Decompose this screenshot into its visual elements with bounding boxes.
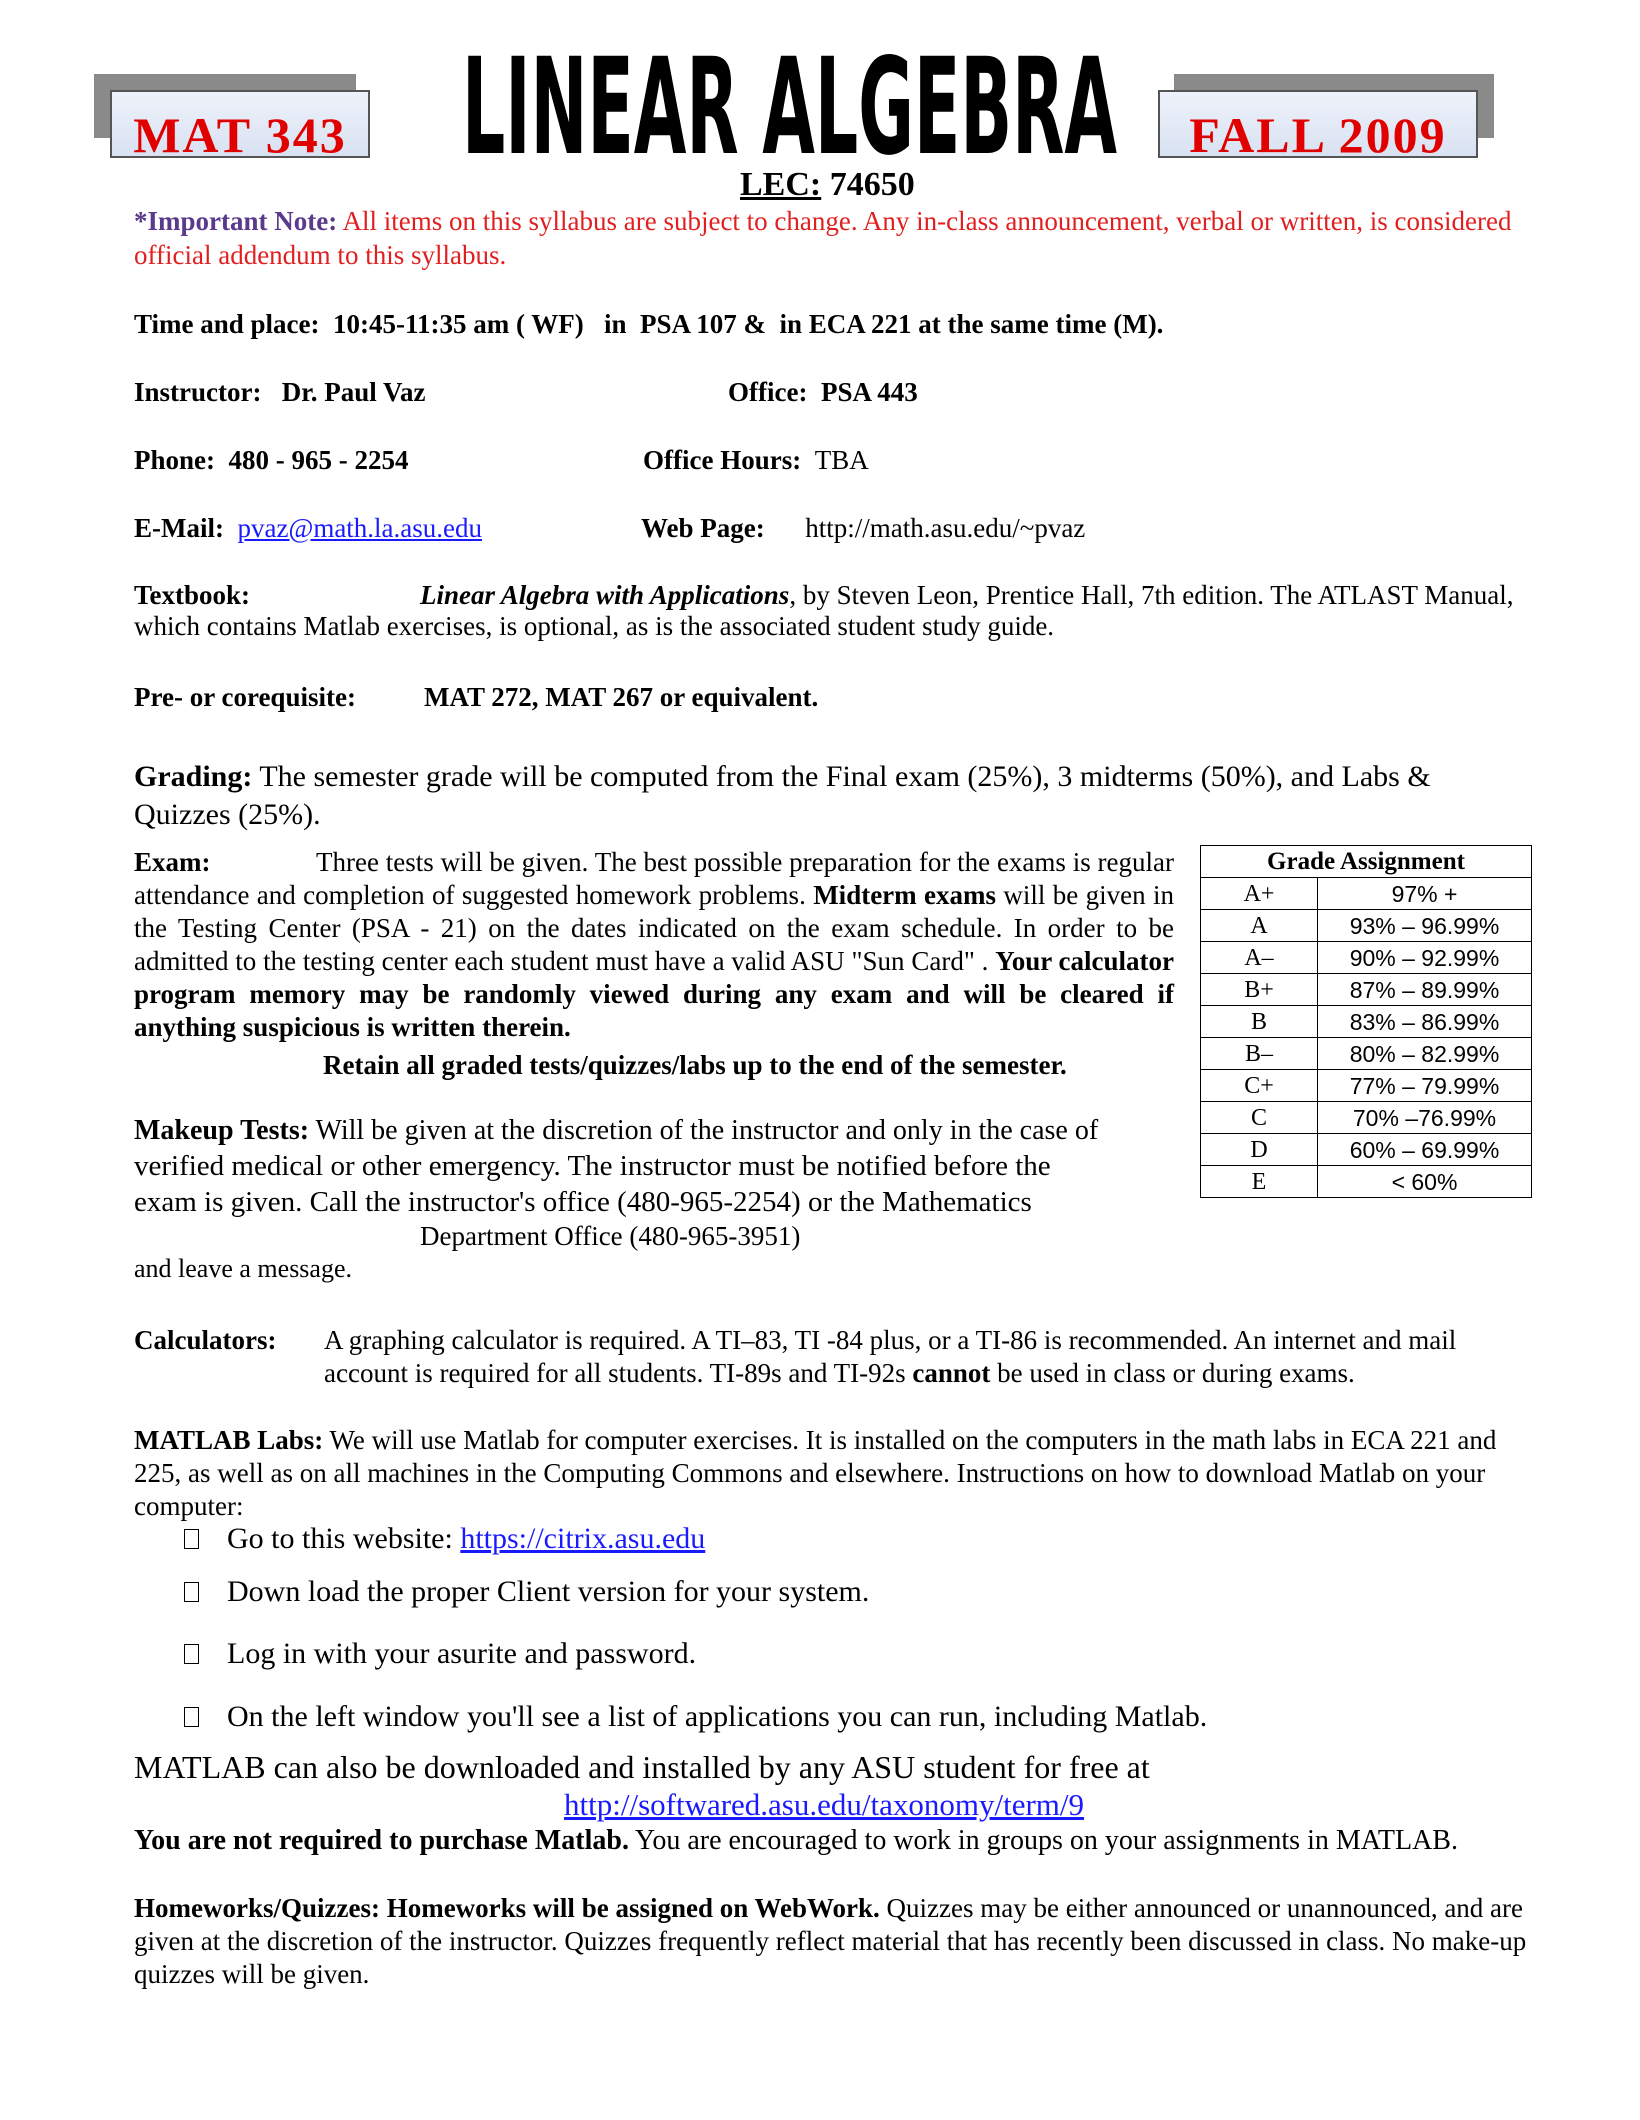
time-place-value: 10:45-11:35 am ( WF) in PSA 107 & in ECA 221 at the same time (M). [319,309,1164,339]
grading [134,758,1534,834]
note-label: *Important Note: [134,206,338,236]
calculators-text-2: be used in class or during exams. [990,1358,1355,1388]
table-row [1201,1006,1532,1038]
matlab-not-required [134,1824,1554,1858]
time-place-label: Time and place: [134,309,320,339]
grade-range: 97% + [1318,878,1532,910]
table-row [1201,1134,1532,1166]
homework-text: Quizzes may be either announced or unannounced, and are given at the discretion of the instructor. Quizzes frequently reflect material that has recently been discussed in class. No make-up quizzes will be given. [134,1893,1527,1989]
grade-letter: B– [1201,1038,1318,1070]
grade-range: 77% – 79.99% [1318,1070,1532,1102]
not-required-bold: You are not required to purchase Matlab. [134,1825,629,1856]
calculators-body [324,1324,1534,1390]
matlab-step-2 [184,1574,869,1610]
exam-text-1: Three tests will be given. The best possible preparation for the exams is regular attendance and completion of suggested homework problems. [134,847,1174,910]
grade-range: < 60% [1318,1166,1532,1198]
grade-table-header: Grade Assignment [1201,846,1532,878]
email [134,511,634,545]
lec-value: 74650 [829,166,915,203]
makeup-line-4: Department Office (480-965-3951) [420,1221,801,1251]
calculators-label: Calculators: [134,1325,277,1355]
web-page [641,511,1085,545]
exam-section [134,846,1174,1044]
phone-label: Phone: [134,445,215,475]
textbook-title: Linear Algebra with Applications [420,580,790,610]
makeup-text-1: Will be given at the discretion of the instructor and only in the case of [309,1115,1099,1146]
important-note [134,204,1514,272]
calculators-section [134,1324,1534,1390]
not-required-text: You are encouraged to work in groups on your assignments in MATLAB. [628,1825,1458,1856]
matlab-step-3-text: Log in with your asurite and password. [227,1637,697,1670]
table-row [1201,1038,1532,1070]
right-badge [1158,90,1478,158]
instructor [134,375,734,409]
prereq-value: MAT 272, MAT 267 or equivalent. [424,682,819,712]
phone-value: 480 - 965 - 2254 [228,445,409,475]
calculators-bold: cannot [912,1358,991,1388]
email-link[interactable]: pvaz@math.la.asu.edu [237,513,483,543]
makeup-line-2: verified medical or other emergency. The instructor must be notified before the [134,1150,1051,1182]
office-hours [643,443,869,477]
table-row [1201,974,1532,1006]
matlab-step-1-text: Go to this website: [227,1522,461,1555]
instructor-label: Instructor: [134,377,262,407]
textbook-label: Textbook: [134,580,251,610]
matlab-download-link[interactable]: http://softwared.asu.edu/taxonomy/term/9 [564,1787,1085,1822]
page-title-text: LINEAR ALGEBRA [462,30,1118,186]
matlab-label: MATLAB Labs: [134,1425,324,1455]
table-row [1201,878,1532,910]
web-label: Web Page: [641,513,765,543]
page-title [462,8,1122,188]
matlab-step-1 [184,1521,705,1557]
instructor-value: Dr. Paul Vaz [281,377,426,407]
grade-range: 87% – 89.99% [1318,974,1532,1006]
checkbox-bullet-icon [184,1582,199,1602]
office-hours-value: TBA [814,445,869,475]
table-row [1201,1070,1532,1102]
grading-label: Grading: [134,760,253,793]
matlab-step-2-text: Down load the proper Client version for your system. [227,1575,870,1608]
grade-range: 83% – 86.99% [1318,1006,1532,1038]
exam-label: Exam: [134,847,211,877]
grade-range: 93% – 96.99% [1318,910,1532,942]
makeup-line-1 [134,1114,1194,1148]
grade-letter: A [1201,910,1318,942]
lecture-number [740,166,915,204]
matlab-download-link-wrap [564,1786,1084,1824]
grade-letter: B [1201,1006,1318,1038]
textbook [134,580,1529,642]
matlab-download-text: MATLAB can also be downloaded and installed by any ASU student for free at [134,1749,1150,1785]
grade-letter: A+ [1201,878,1318,910]
checkbox-bullet-icon [184,1707,199,1727]
office-hours-label: Office Hours: [643,445,802,475]
textbook-rest: , by Steven Leon, Prentice Hall, 7th edition. The ATLAST Manual, which contains Matlab exercises, is optional, as is the associated student study guide. [134,580,1514,641]
grade-letter: A– [1201,942,1318,974]
grade-range: 70% –76.99% [1318,1102,1532,1134]
exam-retain-note: Retain all graded tests/quizzes/labs up to the end of the semester. [323,1050,1067,1080]
grade-range: 90% – 92.99% [1318,942,1532,974]
grade-table-header-row [1201,846,1532,878]
grade-range: 60% – 69.99% [1318,1134,1532,1166]
office-value: PSA 443 [820,377,918,407]
grade-letter: C+ [1201,1070,1318,1102]
office-label: Office: [728,377,808,407]
grade-table [1200,845,1532,1198]
grade-letter: D [1201,1134,1318,1166]
table-row [1201,1102,1532,1134]
time-place [134,307,1534,341]
citrix-link[interactable]: https://citrix.asu.edu [460,1522,706,1555]
email-label: E-Mail: [134,513,224,543]
lec-label: LEC: [740,166,822,203]
matlab-section [134,1424,1534,1523]
grade-letter: B+ [1201,974,1318,1006]
grade-letter: E [1201,1166,1318,1198]
left-badge-text: MAT 343 [133,107,347,158]
prereq-label: Pre- or corequisite: [134,682,356,712]
makeup-section [134,1114,1194,1286]
grade-letter: C [1201,1102,1318,1134]
makeup-line-5: and leave a message. [134,1254,353,1283]
checkbox-bullet-icon [184,1644,199,1664]
exam-text-2: will be given in the Testing Center (PSA - 21) on the dates indicated on the exam schedule. In order to be admitted to the testing center each student must have a valid ASU "Sun Card" . [134,880,1174,976]
checkbox-bullet-icon [184,1529,199,1549]
prerequisite [134,680,1534,714]
note-text: All items on this syllabus are subject to change. Any in-class announcement, verbal or written, is considered official addendum to this syllabus. [134,206,1512,270]
homework-section [134,1892,1534,1991]
table-row [1201,942,1532,974]
office [728,375,918,409]
exam-bold-2: Your calculator program memory may be randomly viewed during any exam and will be cleared if anything suspicious is written therein. [134,946,1174,1042]
table-row [1201,910,1532,942]
matlab-text: We will use Matlab for computer exercises. It is installed on the computers in the math labs in ECA 221 and 225, as well as on all machines in the Computing Commons and elsewhere. Instructions on how to download Matlab on your computer: [134,1425,1497,1521]
homework-label: Homeworks/Quizzes: Homeworks will be assigned on WebWork. [134,1893,880,1923]
table-row [1201,1166,1532,1198]
exam-bold-1: Midterm exams [813,880,997,910]
grade-range: 80% – 82.99% [1318,1038,1532,1070]
matlab-step-4-text: On the left window you'll see a list of applications you can run, including Matlab. [227,1700,1208,1733]
makeup-line-3: exam is given. Call the instructor's office (480-965-2254) or the Mathematics [134,1186,1032,1218]
matlab-step-3 [184,1636,696,1672]
right-badge-text: FALL 2009 [1189,107,1447,158]
web-value: http://math.asu.edu/~pvaz [805,513,1086,543]
makeup-label: Makeup Tests: [134,1115,310,1146]
calculators-text-1: A graphing calculator is required. A TI–83, TI -84 plus, or a TI-86 is recommended. An internet and mail account is required for all students. TI-89s and TI-92s [324,1325,1457,1388]
left-badge [110,90,370,158]
grading-text: The semester grade will be computed from the Final exam (25%), 3 midterms (50%), and Labs & Quizzes (25%). [134,760,1431,831]
matlab-step-4 [184,1699,1207,1735]
